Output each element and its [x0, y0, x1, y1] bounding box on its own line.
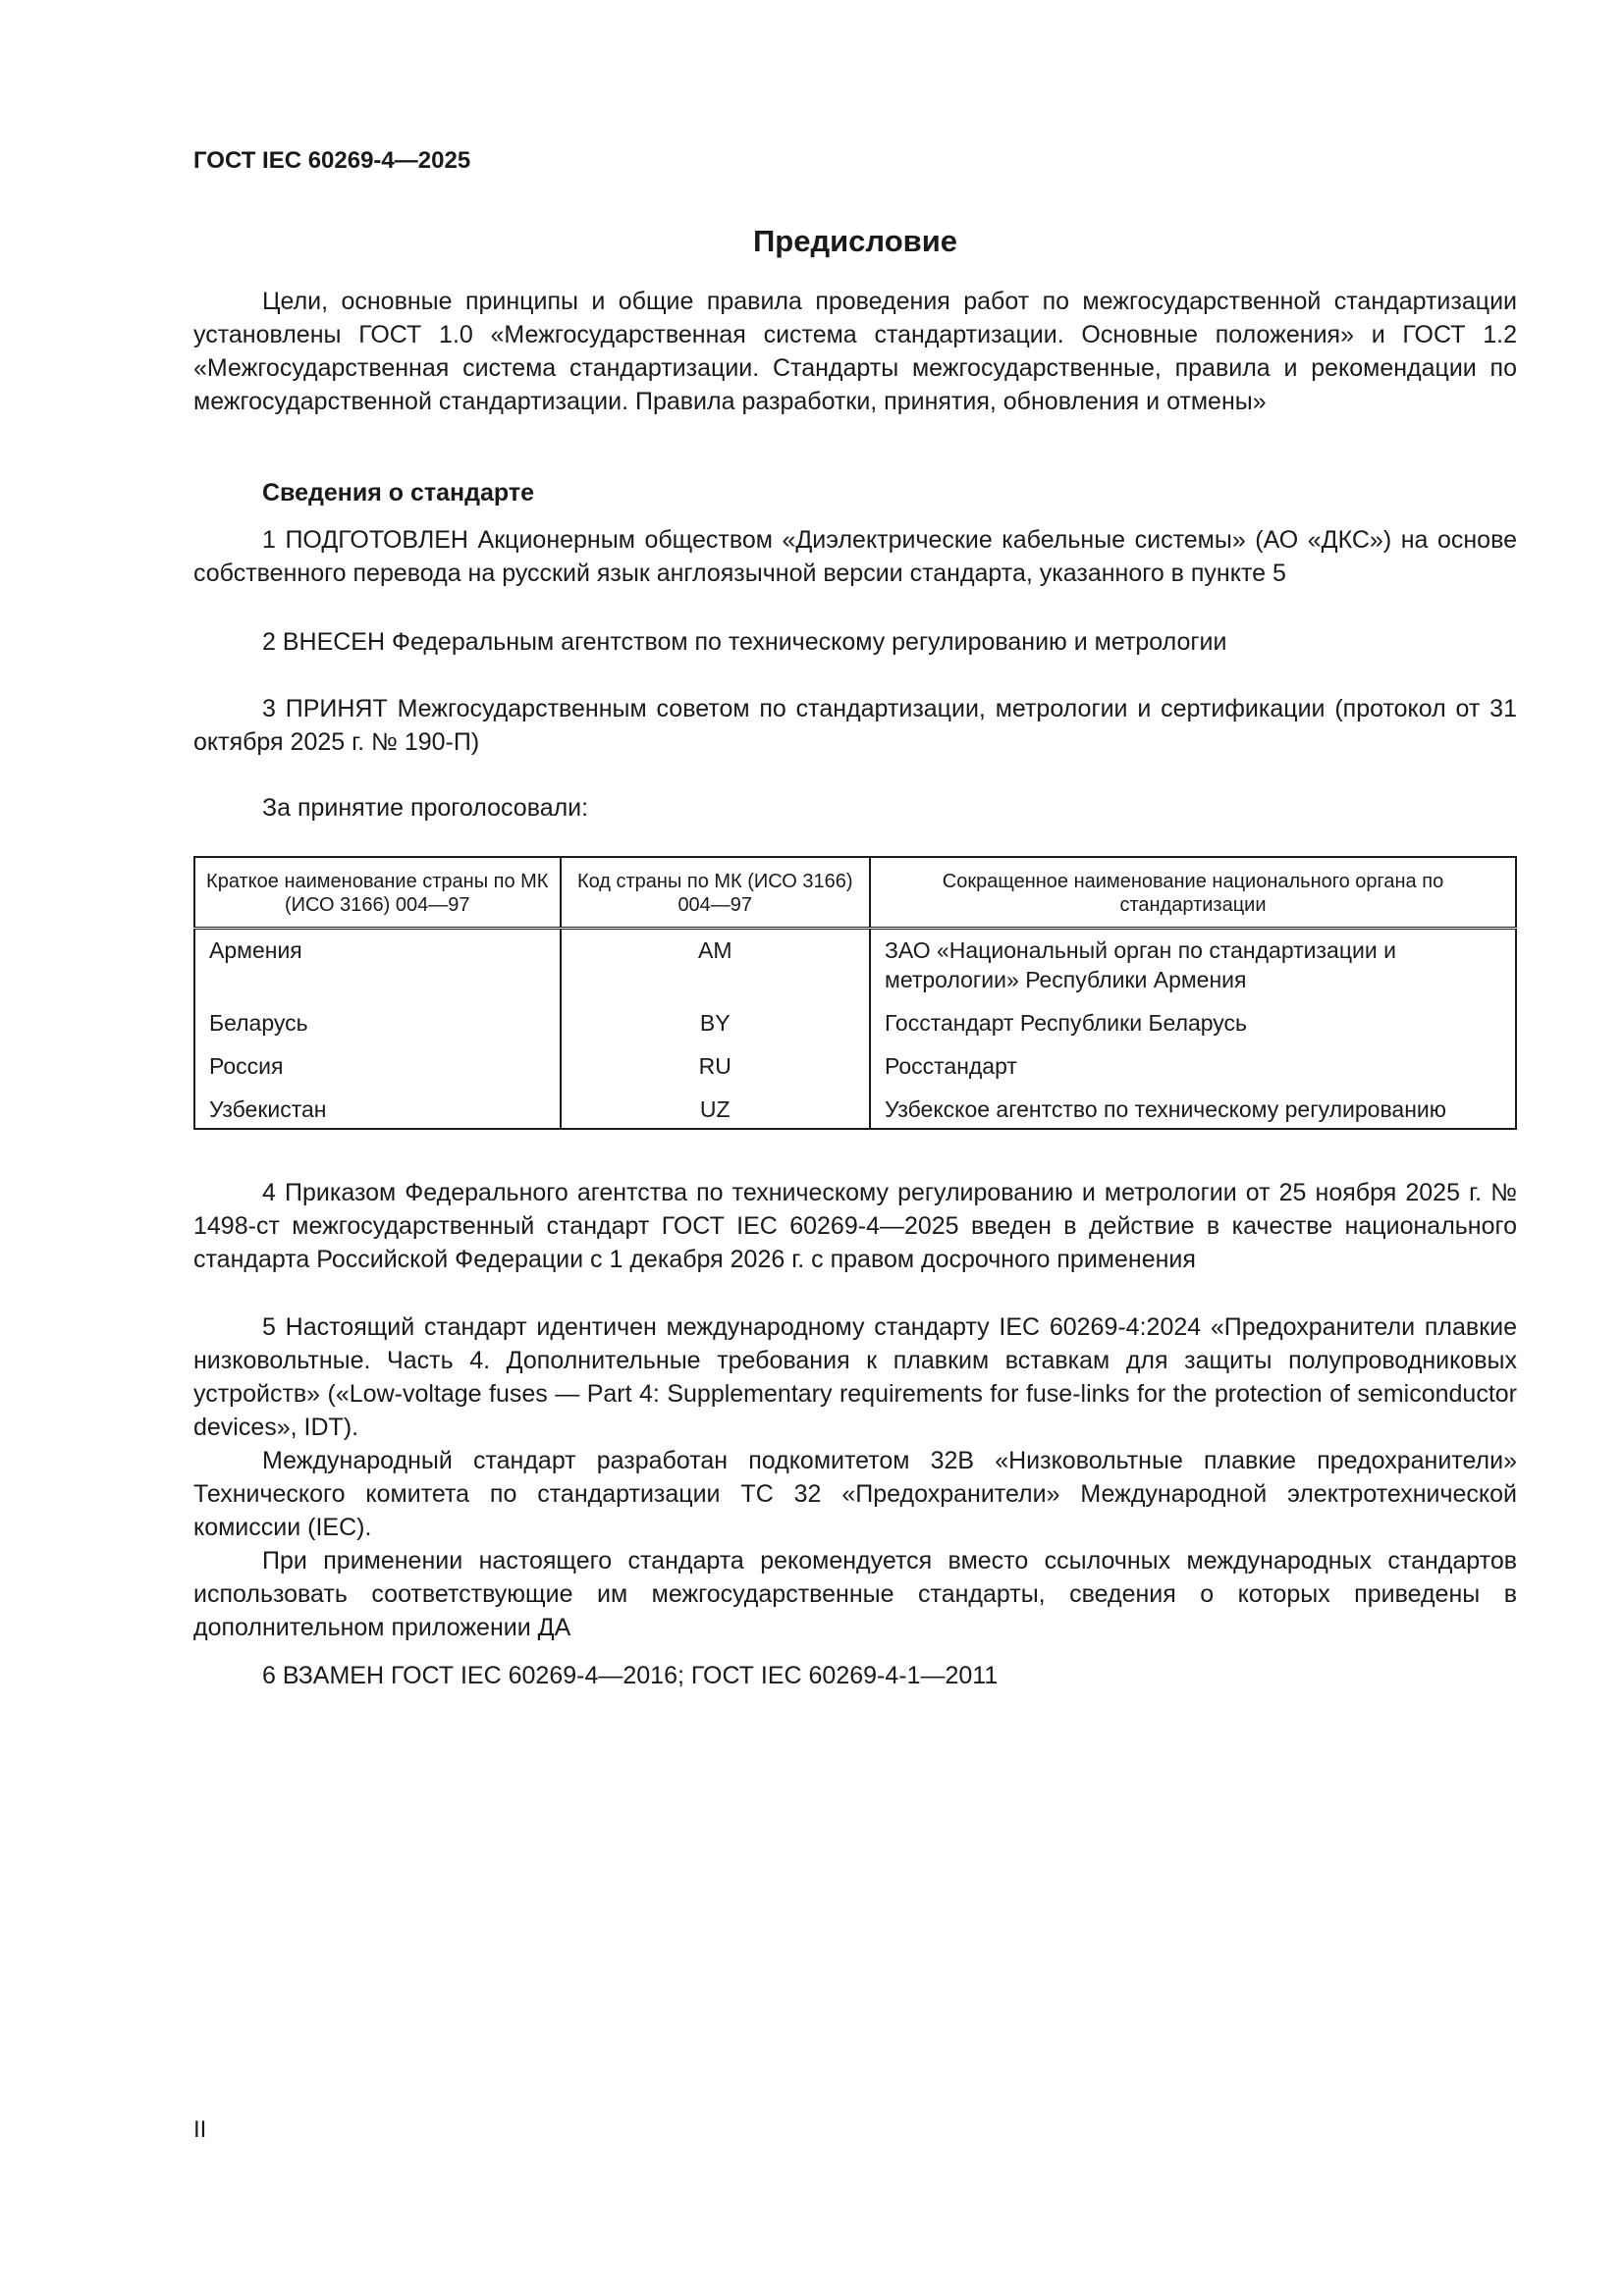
- page-number: II: [193, 2116, 207, 2143]
- item-1: 1 ПОДГОТОВЛЕН Акционерным обществом «Диэлектрические кабельные системы» (АО «ДКС») на основе собственного перевода на русский язык англоязычной версии стандарта, указанного в пункте 5: [193, 526, 1517, 587]
- intro-section: [193, 285, 1517, 418]
- cell-body: ЗАО «Национальный орган по стандартизации и метрологии» Республики Армения: [885, 937, 1396, 992]
- table-row: [194, 1038, 1516, 1081]
- cell-country: Россия: [194, 1038, 561, 1081]
- item-5-paragraph-2: Международный стандарт разработан подкомитетом 32В «Низковольтные плавкие предохранители» Технического комитета по стандартизации ТС 32 «Предохранители» Международной электротехнической комиссии (IEC).: [193, 1447, 1517, 1541]
- page-title: Предисловие: [752, 224, 957, 258]
- column-header-code: Код страны по МК (ИСО 3166) 004—97: [561, 857, 870, 929]
- table-header-row: [194, 857, 1516, 929]
- document-header: ГОСТ IEC 60269-4—2025: [193, 147, 471, 174]
- column-header-body: Сокращенное наименование национального органа по стандартизации: [870, 857, 1516, 929]
- item-5-paragraph-1: 5 Настоящий стандарт идентичен международному стандарту IEC 60269-4:2024 «Предохранители плавкие низковольтные. Часть 4. Дополнительные требования к плавким вставкам для защиты полупроводниковых устройств» («Low-voltage fuses — Part 4: Supplementary requirements for fuse-links for the protection of semiconductor devices», IDT).: [193, 1313, 1517, 1441]
- table-row: [194, 994, 1516, 1038]
- cell-country: Узбекистан: [194, 1081, 561, 1129]
- table-row: [194, 1081, 1516, 1129]
- cell-body: Узбекское агентство по техническому регулированию: [885, 1096, 1447, 1122]
- cell-code: BY: [561, 994, 870, 1038]
- cell-code: UZ: [561, 1081, 870, 1129]
- item-5: [193, 1310, 1517, 1644]
- column-header-country: Краткое наименование страны по МК (ИСО 3166) 004—97: [194, 857, 561, 929]
- item-4: 4 Приказом Федерального агентства по техническому регулированию и метрологии от 25 ноября 2025 г. № 1498-ст межгосударственный стандарт ГОСТ IEC 60269-4—2025 введен в действие в качестве национального стандарта Российской Федерации с 1 декабря 2026 г. с правом досрочного применения: [193, 1179, 1517, 1273]
- cell-code: RU: [561, 1038, 870, 1081]
- cell-country: Беларусь: [194, 994, 561, 1038]
- item-5-paragraph-3: При применении настоящего стандарта рекомендуется вместо ссылочных международных стандартов использовать соответствующие им межгосударственные стандарты, сведения о которых приведены в дополнительном приложении ДА: [193, 1547, 1517, 1641]
- cell-body: Росстандарт: [885, 1053, 1017, 1079]
- item-6: 6 ВЗАМЕН ГОСТ IEC 60269-4—2016; ГОСТ IEC 60269-4-1—2011: [262, 1662, 999, 1689]
- item-3: 3 ПРИНЯТ Межгосударственным советом по стандартизации, метрологии и сертификации (протокол от 31 октября 2025 г. № 190-П): [193, 695, 1517, 756]
- item-2: 2 ВНЕСЕН Федеральным агентством по техническому регулированию и метрологии: [262, 628, 1227, 656]
- voted-label: За принятие проголосовали:: [262, 794, 589, 822]
- cell-code: AM: [561, 929, 870, 995]
- voting-countries-table: [193, 856, 1517, 1130]
- cell-body: Госстандарт Республики Беларусь: [885, 1010, 1248, 1036]
- cell-country: Армения: [194, 929, 561, 995]
- info-heading: Сведения о стандарте: [262, 479, 535, 507]
- table-row: [194, 929, 1516, 995]
- document-page: [193, 0, 1517, 2296]
- intro-paragraph: Цели, основные принципы и общие правила проведения работ по межгосударственной стандартизации установлены ГОСТ 1.0 «Межгосударственная система стандартизации. Основные положения» и ГОСТ 1.2 «Межгосударственная система стандартизации. Стандарты межгосударственные, правила и рекомендации по межгосударственной стандартизации. Правила разработки, принятия, обновления и отмены»: [193, 288, 1517, 415]
